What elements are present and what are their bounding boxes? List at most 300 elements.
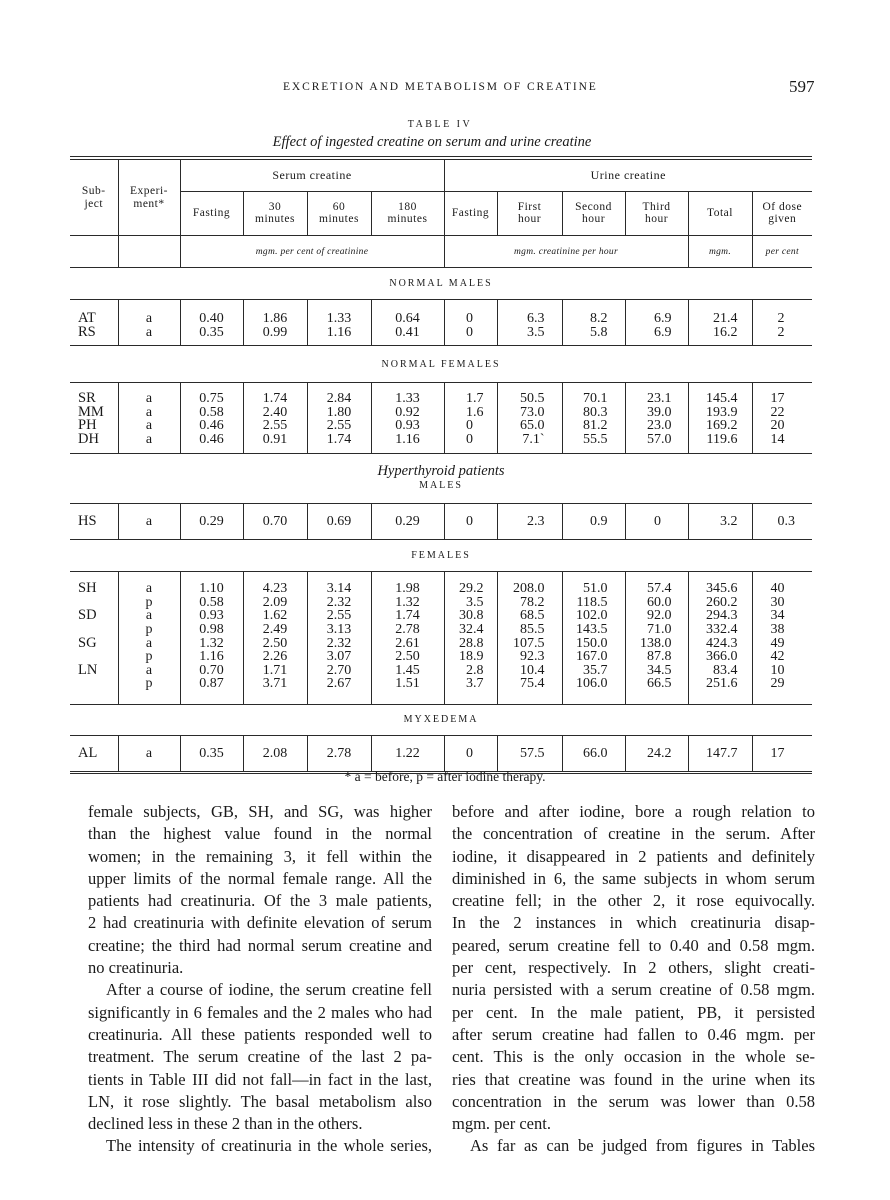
table-row <box>70 623 812 637</box>
cell-serum-30-min: 2.49 <box>243 623 307 637</box>
cell-urine-dose-percent: 40 <box>752 572 812 596</box>
body-column-left <box>88 801 432 1158</box>
cell-urine-third-hour: 6.9 <box>625 326 688 346</box>
body-text-line: peared, serum creatine fell to 0.40 and 0.58 mgm. <box>452 935 815 955</box>
cell-experiment: a <box>118 383 180 406</box>
cell-experiment: p <box>118 650 180 664</box>
header-serum-creatine: Serum creatine <box>180 158 444 192</box>
body-text-line: In the 2 instances in which creatinuria disap- <box>452 913 815 933</box>
cell-urine-third-hour: 71.0 <box>625 623 688 637</box>
body-text-line: per cent. In the male patient, PB, it persisted <box>452 1002 815 1022</box>
header-subject-line: Sub- <box>81 184 106 197</box>
cell-urine-dose-percent: 29 <box>752 677 812 704</box>
table-row <box>70 383 812 406</box>
cell-urine-second-hour: 0.9 <box>562 503 625 540</box>
units-subject-empty <box>70 236 118 268</box>
cell-serum-60-min: 3.13 <box>307 623 371 637</box>
cell-urine-second-hour: 51.0 <box>562 572 625 596</box>
section-title: NORMAL MALES <box>389 278 493 289</box>
cell-experiment: a <box>118 609 180 623</box>
cell-urine-second-hour: 102.0 <box>562 609 625 623</box>
table-row <box>70 419 812 433</box>
cell-serum-fasting: 1.32 <box>180 637 243 651</box>
cell-urine-total: 332.4 <box>688 623 752 637</box>
cell-urine-first-hour: 107.5 <box>497 637 562 651</box>
table-row <box>70 433 812 453</box>
units-urine-hourly: mgm. creatinine per hour <box>444 236 688 268</box>
cell-serum-30-min: 2.50 <box>243 637 307 651</box>
header-label: 30 <box>268 201 282 213</box>
cell-urine-fasting: 0 <box>444 433 497 453</box>
cell-urine-first-hour: 75.4 <box>497 677 562 704</box>
cell-serum-180-min: 2.61 <box>371 637 444 651</box>
cell-subject: HS <box>78 512 97 529</box>
body-text-line: LN, it rose slightly. The basal metabolism also <box>88 1091 432 1111</box>
cell-serum-60-min: 2.78 <box>307 735 371 772</box>
cell-subject <box>70 677 118 704</box>
cell-serum-fasting: 0.98 <box>180 623 243 637</box>
header-urine-fasting <box>444 192 497 236</box>
table-row <box>70 664 812 678</box>
cell-serum-fasting: 0.93 <box>180 609 243 623</box>
cell-subject: PH <box>78 417 97 434</box>
header-urine-third-hour <box>625 192 688 236</box>
cell-urine-dose-percent: 2 <box>752 326 812 346</box>
cell-urine-third-hour: 57.0 <box>625 433 688 453</box>
cell-serum-fasting: 1.10 <box>180 572 243 596</box>
units-serum: mgm. per cent of creatinine <box>180 236 444 268</box>
cell-subject: SG <box>78 634 97 651</box>
body-text-line: per cent, respectively. In 2 others, slight creati- <box>452 958 815 978</box>
cell-serum-60-min: 2.55 <box>307 419 371 433</box>
section-header <box>70 704 812 735</box>
table-row <box>70 735 812 772</box>
cell-serum-fasting: 0.35 <box>180 326 243 346</box>
cell-serum-fasting: 1.16 <box>180 650 243 664</box>
cell-serum-180-min: 0.92 <box>371 406 444 420</box>
cell-urine-second-hour: 81.2 <box>562 419 625 433</box>
cell-subject: DH <box>78 430 99 447</box>
table-body <box>70 268 812 773</box>
paragraph <box>88 801 432 979</box>
body-text-line: nuria persisted with a serum creatine of 0.58 mgm. <box>452 980 815 1000</box>
cell-urine-dose-percent: 49 <box>752 637 812 651</box>
section-title: MYXEDEMA <box>403 714 479 726</box>
cell-urine-second-hour: 8.2 <box>562 300 625 326</box>
section-group-title: Hyperthyroid patients <box>377 463 505 480</box>
cell-urine-dose-percent: 2 <box>752 300 812 326</box>
section-header-row <box>70 453 812 503</box>
cell-urine-fasting: 3.7 <box>444 677 497 704</box>
table-row <box>70 609 812 623</box>
cell-urine-dose-percent: 10 <box>752 664 812 678</box>
body-text-line: no creatinuria. <box>88 958 184 978</box>
cell-urine-dose-percent: 22 <box>752 406 812 420</box>
cell-urine-second-hour: 55.5 <box>562 433 625 453</box>
cell-urine-fasting: 28.8 <box>444 637 497 651</box>
header-label: minutes <box>319 212 359 225</box>
header-label: 180 <box>398 201 417 213</box>
cell-urine-dose-percent: 0.3 <box>752 503 812 540</box>
cell-serum-60-min: 1.33 <box>307 300 371 326</box>
table-row <box>70 503 812 540</box>
cell-serum-30-min: 1.62 <box>243 609 307 623</box>
header-urine-creatine: Urine creatine <box>444 158 812 192</box>
body-text-line: ries that creatine was found in the urine when its <box>452 1069 815 1089</box>
cell-serum-30-min: 2.40 <box>243 406 307 420</box>
header-label: minutes <box>255 212 295 225</box>
header-row-units <box>70 236 812 268</box>
cell-serum-30-min: 2.08 <box>243 735 307 772</box>
body-text-line: As far as can be judged from figures in Tables <box>470 1136 815 1156</box>
cell-serum-30-min: 0.99 <box>243 326 307 346</box>
header-label: minutes <box>387 212 428 225</box>
table-row <box>70 637 812 651</box>
cell-serum-fasting: 0.46 <box>180 433 243 453</box>
header-row-columns <box>70 192 812 236</box>
body-text-line: after serum creatine had fallen to 0.46 mgm. per <box>452 1024 815 1044</box>
header-experiment <box>118 158 180 236</box>
cell-urine-first-hour: 68.5 <box>497 609 562 623</box>
header-label: hour <box>581 212 606 225</box>
header-subject <box>70 158 118 236</box>
body-column-right <box>452 801 815 1158</box>
body-text-line: before and after iodine, bore a rough relation to <box>452 802 815 821</box>
cell-experiment: a <box>118 637 180 651</box>
cell-serum-30-min: 2.55 <box>243 419 307 433</box>
cell-urine-dose-percent: 38 <box>752 623 812 637</box>
section-header <box>70 453 812 503</box>
cell-urine-fasting: 29.2 <box>444 572 497 596</box>
body-text-line: creatine; the third had normal serum creatine and <box>88 935 432 955</box>
cell-serum-180-min: 1.45 <box>371 664 444 678</box>
cell-experiment: a <box>118 503 180 540</box>
cell-subject: SR <box>78 390 96 407</box>
section-header-row <box>70 268 812 300</box>
cell-urine-fasting: 0 <box>444 419 497 433</box>
cell-urine-third-hour: 60.0 <box>625 596 688 610</box>
body-text-line: patients had creatinuria. Of the 3 male patients, <box>88 891 432 911</box>
cell-urine-first-hour: 10.4 <box>497 664 562 678</box>
cell-urine-third-hour: 24.2 <box>625 735 688 772</box>
body-text-line: declined less in these 2 than in the others. <box>88 1114 363 1134</box>
cell-urine-fasting: 3.5 <box>444 596 497 610</box>
cell-serum-30-min: 2.26 <box>243 650 307 664</box>
cell-serum-60-min: 3.14 <box>307 572 371 596</box>
cell-serum-180-min: 1.32 <box>371 596 444 610</box>
header-label: Fasting <box>192 206 231 219</box>
header-urine-total <box>688 192 752 236</box>
header-label: Total <box>707 206 733 219</box>
cell-urine-first-hour: 92.3 <box>497 650 562 664</box>
section-title: MALES <box>419 480 463 492</box>
cell-urine-total: 424.3 <box>688 637 752 651</box>
header-label: First <box>517 201 542 213</box>
cell-serum-fasting: 0.35 <box>180 735 243 772</box>
cell-urine-total: 83.4 <box>688 664 752 678</box>
cell-serum-60-min: 1.16 <box>307 326 371 346</box>
cell-serum-30-min: 1.71 <box>243 664 307 678</box>
cell-experiment: a <box>118 326 180 346</box>
cell-urine-second-hour: 118.5 <box>562 596 625 610</box>
cell-serum-180-min: 1.51 <box>371 677 444 704</box>
paragraph <box>452 801 815 1135</box>
cell-serum-180-min: 2.78 <box>371 623 444 637</box>
cell-urine-fasting: 30.8 <box>444 609 497 623</box>
cell-urine-fasting: 32.4 <box>444 623 497 637</box>
header-label: hour <box>644 212 669 225</box>
cell-urine-second-hour: 150.0 <box>562 637 625 651</box>
cell-urine-fasting: 0 <box>444 326 497 346</box>
cell-urine-first-hour: 3.5 <box>497 326 562 346</box>
cell-urine-total: 147.7 <box>688 735 752 772</box>
header-subject-line: ject <box>84 197 104 210</box>
cell-urine-third-hour: 57.4 <box>625 572 688 596</box>
cell-subject: RS <box>78 323 96 340</box>
cell-urine-dose-percent: 17 <box>752 383 812 406</box>
table-label: TABLE IV <box>407 119 473 130</box>
cell-serum-180-min: 1.98 <box>371 572 444 596</box>
units-total: mgm. <box>688 236 752 268</box>
table-row <box>70 677 812 704</box>
cell-urine-fasting: 0 <box>444 300 497 326</box>
body-text-line: women; in the remaining 3, it fell within the <box>88 846 432 866</box>
units-dose: per cent <box>752 236 812 268</box>
header-serum-30-minutes <box>243 192 307 236</box>
body-text-line: diminished in 6, the same subjects in whom serum <box>452 868 815 888</box>
header-urine-second-hour <box>562 192 625 236</box>
cell-urine-fasting: 1.7 <box>444 383 497 406</box>
cell-urine-second-hour: 143.5 <box>562 623 625 637</box>
section-header <box>70 268 812 300</box>
body-text-line: creatine fell; in the other 2, it rose equivocally. <box>452 891 815 911</box>
cell-urine-first-hour: 85.5 <box>497 623 562 637</box>
cell-urine-first-hour: 78.2 <box>497 596 562 610</box>
cell-urine-dose-percent: 14 <box>752 433 812 453</box>
paragraph <box>88 979 432 1135</box>
cell-urine-third-hour: 87.8 <box>625 650 688 664</box>
cell-serum-60-min: 2.67 <box>307 677 371 704</box>
cell-serum-fasting: 0.87 <box>180 677 243 704</box>
cell-experiment: a <box>118 419 180 433</box>
section-header <box>70 540 812 572</box>
cell-urine-total: 251.6 <box>688 677 752 704</box>
cell-urine-first-hour: 2.3 <box>497 503 562 540</box>
cell-urine-third-hour: 23.1 <box>625 383 688 406</box>
cell-serum-fasting: 0.29 <box>180 503 243 540</box>
body-text-line: cent. This is the only occasion in the whole se- <box>452 1047 815 1067</box>
section-header-row <box>70 346 812 383</box>
cell-serum-30-min: 3.71 <box>243 677 307 704</box>
cell-urine-total: 21.4 <box>688 300 752 326</box>
header-label: hour <box>517 212 542 225</box>
body-text-line: iodine, it disappeared in 2 patients and definitely <box>452 846 815 866</box>
header-serum-fasting <box>180 192 243 236</box>
cell-serum-30-min: 0.91 <box>243 433 307 453</box>
section-header <box>70 346 812 383</box>
cell-urine-second-hour: 106.0 <box>562 677 625 704</box>
cell-urine-second-hour: 167.0 <box>562 650 625 664</box>
table-row <box>70 300 812 326</box>
cell-serum-30-min: 0.70 <box>243 503 307 540</box>
cell-urine-total: 145.4 <box>688 383 752 406</box>
body-text-line: significantly in 6 females and the 2 males who had <box>88 1002 432 1022</box>
cell-serum-60-min: 1.74 <box>307 433 371 453</box>
cell-serum-30-min: 2.09 <box>243 596 307 610</box>
cell-urine-total: 16.2 <box>688 326 752 346</box>
cell-serum-30-min: 4.23 <box>243 572 307 596</box>
cell-urine-third-hour: 0 <box>625 503 688 540</box>
header-serum-180-minutes <box>371 192 444 236</box>
body-text-line: creatinuria. All these patients responded well to <box>88 1024 432 1044</box>
cell-urine-fasting: 18.9 <box>444 650 497 664</box>
cell-serum-180-min: 0.93 <box>371 419 444 433</box>
cell-experiment: a <box>118 664 180 678</box>
cell-urine-first-hour: 73.0 <box>497 406 562 420</box>
cell-serum-60-min: 2.70 <box>307 664 371 678</box>
cell-urine-third-hour: 66.5 <box>625 677 688 704</box>
cell-urine-third-hour: 39.0 <box>625 406 688 420</box>
cell-experiment: a <box>118 735 180 772</box>
cell-serum-180-min: 1.22 <box>371 735 444 772</box>
header-experiment-line: Experi- <box>130 184 168 197</box>
body-text-line: upper limits of the normal female range. All the <box>88 868 432 888</box>
cell-subject: AT <box>78 310 96 326</box>
table-footnote: * a = before, p = after iodine therapy. <box>344 769 546 784</box>
cell-serum-fasting: 0.58 <box>180 406 243 420</box>
cell-serum-fasting: 0.46 <box>180 419 243 433</box>
cell-urine-first-hour: 50.5 <box>497 383 562 406</box>
cell-serum-180-min: 1.33 <box>371 383 444 406</box>
units-experiment-empty <box>118 236 180 268</box>
page-number: 597 <box>789 77 815 96</box>
header-serum-60-minutes <box>307 192 371 236</box>
cell-urine-second-hour: 35.7 <box>562 664 625 678</box>
cell-experiment: p <box>118 677 180 704</box>
cell-urine-first-hour: 65.0 <box>497 419 562 433</box>
cell-serum-60-min: 2.84 <box>307 383 371 406</box>
cell-serum-180-min: 0.64 <box>371 300 444 326</box>
cell-urine-third-hour: 138.0 <box>625 637 688 651</box>
header-label: Fasting <box>451 206 490 219</box>
body-text-line: than the highest value found in the normal <box>88 824 432 844</box>
cell-urine-first-hour: 57.5 <box>497 735 562 772</box>
cell-serum-180-min: 0.29 <box>371 503 444 540</box>
table-row <box>70 406 812 420</box>
body-text-line: mgm. per cent. <box>452 1114 551 1134</box>
cell-urine-fasting: 1.6 <box>444 406 497 420</box>
table-caption: Effect of ingested creatine on serum and urine creatine <box>272 134 592 150</box>
cell-serum-fasting: 0.70 <box>180 664 243 678</box>
section-title: FEMALES <box>411 550 471 562</box>
header-urine-dose-given <box>752 192 812 236</box>
cell-urine-fasting: 2.8 <box>444 664 497 678</box>
cell-serum-60-min: 3.07 <box>307 650 371 664</box>
cell-serum-180-min: 0.41 <box>371 326 444 346</box>
cell-experiment: a <box>118 433 180 453</box>
cell-experiment: p <box>118 623 180 637</box>
cell-experiment: p <box>118 596 180 610</box>
cell-urine-second-hour: 80.3 <box>562 406 625 420</box>
body-text-line: The intensity of creatinuria in the whole series, <box>106 1136 432 1156</box>
cell-urine-dose-percent: 42 <box>752 650 812 664</box>
cell-experiment: a <box>118 406 180 420</box>
header-label: Second <box>575 201 612 213</box>
cell-serum-180-min: 2.50 <box>371 650 444 664</box>
cell-experiment: a <box>118 572 180 596</box>
cell-urine-total: 3.2 <box>688 503 752 540</box>
cell-serum-fasting: 0.40 <box>180 300 243 326</box>
body-text-line: female subjects, GB, SH, and SG, was higher <box>88 802 432 821</box>
cell-subject: SD <box>78 607 97 624</box>
cell-serum-60-min: 1.80 <box>307 406 371 420</box>
table-row <box>70 596 812 610</box>
cell-urine-total: 366.0 <box>688 650 752 664</box>
cell-serum-60-min: 2.32 <box>307 596 371 610</box>
cell-urine-total: 193.9 <box>688 406 752 420</box>
cell-urine-second-hour: 5.8 <box>562 326 625 346</box>
cell-serum-fasting: 0.58 <box>180 596 243 610</box>
body-text-line: tients in Table III did not fall—in fact in the last, <box>88 1069 432 1089</box>
cell-urine-first-hour: 208.0 <box>497 572 562 596</box>
cell-urine-third-hour: 6.9 <box>625 300 688 326</box>
cell-urine-third-hour: 23.0 <box>625 419 688 433</box>
body-text-line: concentration in the serum was lower than 0.58 <box>452 1091 815 1111</box>
paragraph <box>452 1135 815 1157</box>
cell-urine-total: 294.3 <box>688 609 752 623</box>
cell-urine-second-hour: 70.1 <box>562 383 625 406</box>
cell-urine-third-hour: 92.0 <box>625 609 688 623</box>
table-row <box>70 650 812 664</box>
header-label: Third <box>642 201 671 213</box>
body-text-line: treatment. The serum creatine of the last 2 pa- <box>88 1047 432 1067</box>
header-label: given <box>768 212 797 225</box>
cell-serum-fasting: 0.75 <box>180 383 243 406</box>
cell-subject: AL <box>70 735 118 772</box>
cell-urine-dose-percent: 34 <box>752 609 812 623</box>
table-row <box>70 572 812 596</box>
header-row-groups <box>70 158 812 192</box>
cell-urine-fasting: 0 <box>444 735 497 772</box>
cell-serum-60-min: 2.32 <box>307 637 371 651</box>
cell-urine-total: 345.6 <box>688 572 752 596</box>
running-head: EXCRETION AND METABOLISM OF CREATINE <box>283 81 598 93</box>
section-header-row <box>70 540 812 572</box>
cell-subject: LN <box>78 661 98 678</box>
cell-urine-total: 260.2 <box>688 596 752 610</box>
cell-subject: SH <box>78 580 97 597</box>
cell-urine-first-hour: 7.1` <box>497 433 562 453</box>
cell-urine-total: 169.2 <box>688 419 752 433</box>
table-row <box>70 326 812 346</box>
cell-subject: MM <box>78 403 104 420</box>
cell-serum-180-min: 1.16 <box>371 433 444 453</box>
cell-urine-total: 119.6 <box>688 433 752 453</box>
table-iv <box>70 156 812 774</box>
cell-urine-first-hour: 6.3 <box>497 300 562 326</box>
body-text-line: After a course of iodine, the serum creatine fell <box>106 980 432 1000</box>
body-text-line: 2 had creatinuria with definite elevation of serum <box>88 913 432 933</box>
cell-urine-second-hour: 66.0 <box>562 735 625 772</box>
paragraph <box>88 1135 432 1157</box>
header-urine-first-hour <box>497 192 562 236</box>
cell-serum-60-min: 2.55 <box>307 609 371 623</box>
header-label: Of dose <box>762 201 803 213</box>
section-title: NORMAL FEMALES <box>381 358 501 370</box>
header-experiment-line: ment* <box>133 197 165 210</box>
cell-serum-30-min: 1.74 <box>243 383 307 406</box>
cell-experiment: a <box>118 300 180 326</box>
